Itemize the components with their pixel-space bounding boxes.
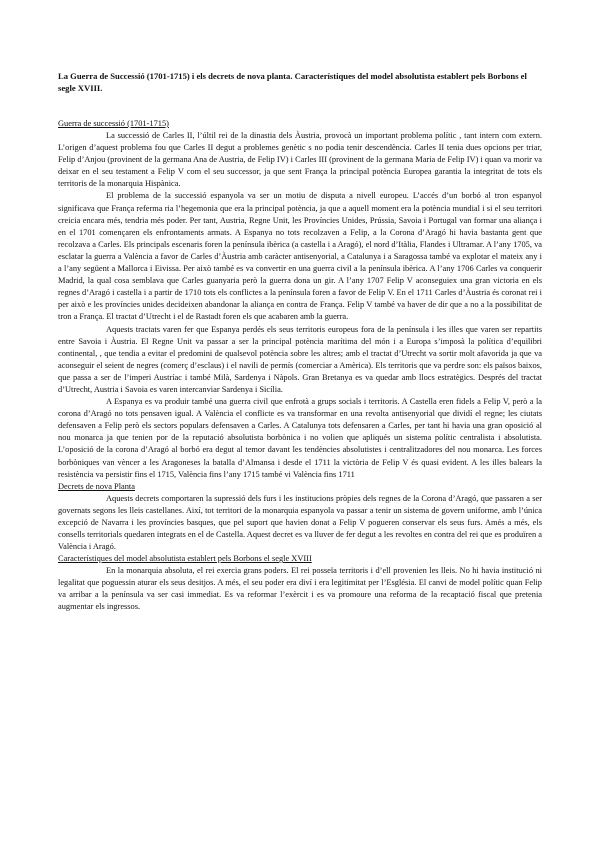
paragraph: En la monarquia absoluta, el rei exercia grans poders. El rei posseïa territoris i d’ell provenien les lleis. No hi havia institució ni legalitat que poguessin aturar els seus desitjos. A més, el seu poder era diví i era legitimitat per l’Església. El canvi de model polític quan Felip va arribar a la península va ser casi immediat. Es va reformar l’exèrcit i es va promoure una reforma de la recaptació fiscal que pretenia augmentar els ingressos. xyxy=(58,566,542,612)
section-heading-decrets-nova-planta: Decrets de nova Planta xyxy=(58,481,135,491)
document-page xyxy=(58,70,542,614)
paragraph: Aquests decrets comportaren la supressió dels furs i les institucions pròpies dels regnes de la Corona d’Aragó, que passaren a ser governats segons les lleis castellanes. Així, tot territori de la monarquia espanyola va passar a tenir un sistema de govern uniforme, amb l’única excepció de Navarra i les províncies basques, que pel suport que havien donat a Felip V pogueren conservar els seus furs. Amés a més, els consells territorials quedaren integrats en el de Castella. Aquest decret es va lluver de fer degut a les revoltes en contra del rei que es produïren a València i Aragó. xyxy=(58,493,542,552)
paragraph: Aquests tractats varen fer que Espanya perdés els seus territoris europeus fora de la península i les illes que varen ser repartits entre Savoia i Àustria. El Regne Unit va passar a ser la principal potència marítima del món i a Europa s’imposà la política d’equilibri continental, , que tendia a evitar el predomini de qualsevol potència sobre les altres; amb el tractat d’Utrecht va sortir molt afavorida ja que va aconseguir el seient de negres (comerç d’esclaus) i el navili de permís (comerciar a Amèrica). Els territoris que va perdre son: els països baixos, que passa a ser de l’imperi Austríac i també Milà, Sardenya i Nàpols. Gran Bretanya es va quedar amb llocs estratègics. Després del tractat d’Utrecht, Austria i Savoia es varen intercanviar Sardenya i Sicília. xyxy=(58,324,542,394)
document-title: La Guerra de Successió (1701-1715) i els decrets de nova planta. Característiques del model absolutista establert pels Borbons el segle XVIII. xyxy=(58,71,527,93)
paragraph: La successió de Carles II, l’últil rei de la dinastia dels Àustria, provocà un important problema polític , tant intern com extern. L’origen d’aquest problema fou que Carles II degut a problemes genètic s no podia tenir descendència. Carles II tenia dues opcions per triar, Felip d’Anjou (provinent de la germana Ana de Austria, de Felip IV) i Carles III (provinent de la germana Maria de Felip IV) i quan va morir va deixar en el seu testament a Felip V com el seu successor, ja que sent França la principal potència Europea garantia la integritat de tots els territoris de la monarquia Hispànica. xyxy=(58,131,542,189)
paragraph: A Espanya es va produir també una guerra civil que enfrotà a grups socials i territoris. A Castella eren fidels a Felip V, però a la corona d’Aragó no tots pensaven igual. A València el conflicte es va transformar en una revolta antisenyorial que dividí el regne; les ciutats defensaven a Felip però els sectors populars defensaven a Carles. A Catalunya tots defensaren a Carles, per tant hi havia una gran oposició al nou monarca ja que tenien por de la reputació absolutista borbònica i no volien que apliqués un sistema polític centralista i absolutista. L’oposició de la corona d’Aragó al borbó era degut al temor davant les tendències absolutistes i centralitzadores del nou monarca. Les forces borbòniques van vèncer a les Aragoneses la batalla d’Almansa i desde el 1711 la victòria de Felip V és quasi evident. A les illes balears la resistència va persistir fins el 1715, València fins l’any 1715 també vi València fins 1711 xyxy=(58,397,542,479)
paragraph: El problema de la successió espanyola va ser un motiu de disputa a nivell europeu. L’accés d’un borbó al tron espanyol significava que França referma ria l’hegemonia que era la principal potència, ja que a aquell moment era la potència mundial i si el seu territori creicia encara més, tendria més poder. Per tant, Austria, Regne Unit, les Províncies Unides, Prússia, Savoia i Portugal van formar una aliança i en el 1701 començaren els enfrontaments armats. A Espanya no tots recolzaven a Felip, a la Corona d’Aragó hi havia bastanta gent que recolzava a Carles. Els principals escenaris foren la península ibèrica (a castella i a Aragó), el nord d’Itàlia, Flandes i Ultramar. A l’any 1705, va esclatar la guerra a València a favor de Carles d’Àustria amb caràcter antisenyorial, a Catalunya i a Saragossa també va explotar el mateix any i a l’any següent a Mallorca i Eivissa. Per això també es va convertir en una guerra civil a la península ibèrica. A l’any 1706 Carles va conquerir Madrid, la qual cosa semblava que Carles guanyaria però la guerra dona un gir. A l’any 1707 Felip V aconseguiex una gran victoria en els regnes d’Aragó i castella i a partir de 1710 tots els conflictes a la península foren a favor de Felip V. En el 1711 Carles d’Àustria és coronat rei i per això e les províncies unides decideixen abandonar la aliança en contra de França. Felip V també va haver de dir que a no a la possibilitat de tron a França. El tractat d’Utrecht i el de Rastadt foren els que acabaren amb la guerra. xyxy=(58,191,542,322)
section-heading-guerra-successio: Guerra de successió (1701-1715) xyxy=(58,119,169,128)
section-heading-model-absolutista: Característiques del model absolutista establert pels Borbons el segle XVIII xyxy=(58,554,312,564)
